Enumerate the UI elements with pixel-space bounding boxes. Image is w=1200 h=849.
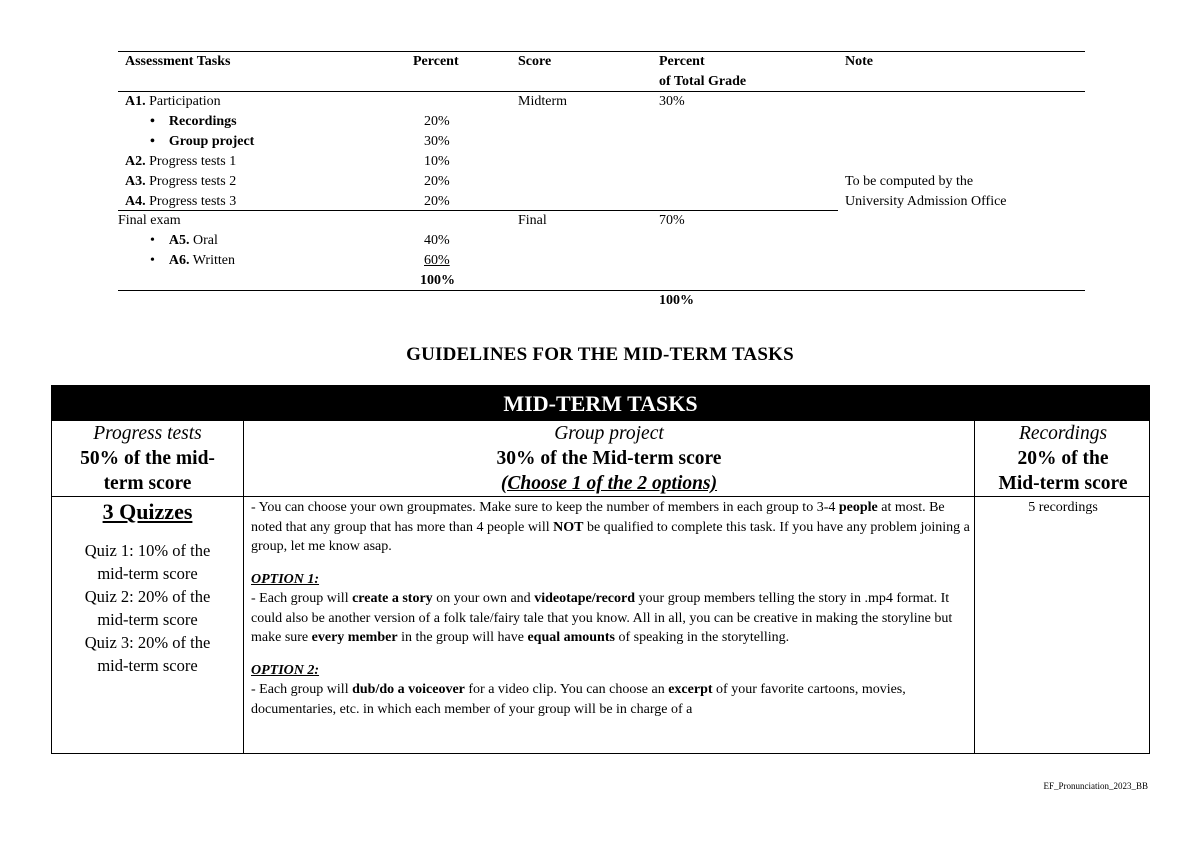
- a4-pct: 20%: [424, 194, 450, 209]
- a5-code: A5.: [168, 233, 190, 248]
- recordings-cell: 5 recordings: [1028, 500, 1098, 515]
- option-1-text: - Each group will: [251, 591, 353, 606]
- col-recordings-weight-2: Mid-term score: [998, 473, 1128, 494]
- col-progress-tests-weight-2: term score: [103, 473, 192, 494]
- recordings-pct: 20%: [424, 114, 450, 129]
- option-2-bold: dub/do a voiceover: [352, 682, 465, 697]
- option-2-text: of your favorite cartoons, movies, documentaries, etc. in which each member of your group will be in charge of a: [251, 682, 906, 717]
- option-1-label: OPTION 1:: [251, 571, 320, 587]
- quiz-2: Quiz 2: 20% of the: [84, 587, 211, 606]
- row-a2: [125, 152, 236, 172]
- header-assessment-tasks: Assessment Tasks: [125, 54, 231, 69]
- a3-pct: 20%: [424, 174, 450, 189]
- option-1-paragraph: [251, 589, 971, 648]
- quiz-3: Quiz 3: 20% of the: [84, 633, 211, 652]
- intro-text: - You can choose your own groupmates. Make sure to keep the number of members in each group to 3-4: [251, 500, 839, 515]
- option-2-text: - Each group will: [251, 682, 353, 697]
- row-group-project: [150, 132, 254, 152]
- intro-bold: people: [838, 500, 878, 515]
- option-1-bold: equal amounts: [527, 630, 615, 645]
- intro-bold: NOT: [553, 519, 584, 535]
- row-a1: [125, 92, 221, 112]
- row-a3: [125, 172, 236, 192]
- row-a6: [150, 251, 235, 271]
- a4-label: Progress tests 3: [145, 194, 237, 209]
- midterm-tasks-table: [51, 385, 1150, 754]
- option-1-bold: videotape/record: [534, 591, 636, 606]
- header-percent: Percent: [413, 54, 459, 69]
- bullet-icon: •: [150, 134, 155, 149]
- col-group-project-instruction: (Choose 1 of the 2 options): [500, 473, 718, 494]
- bullet-icon: •: [150, 253, 155, 268]
- percent-sum: 100%: [420, 273, 455, 288]
- a1-total: 30%: [659, 94, 685, 109]
- a2-pct: 10%: [424, 154, 450, 169]
- a4-code: A4.: [125, 194, 146, 209]
- option-1-bold: every member: [311, 630, 398, 645]
- col-progress-tests-title: Progress tests: [93, 423, 202, 444]
- a3-label: Progress tests 2: [145, 174, 237, 189]
- option-1-text: on your own and: [432, 591, 535, 606]
- col-group-project-weight: 30% of the Mid-term score: [496, 448, 722, 469]
- row-a4: [125, 192, 236, 212]
- header-bottom-rule: [118, 91, 1085, 92]
- a2-code: A2.: [125, 154, 146, 169]
- final-exam-label: Final exam: [118, 213, 181, 228]
- header-percent-total-line2: of Total Grade: [659, 74, 747, 89]
- option-1-text: in the group will have: [397, 630, 528, 645]
- final-total: 70%: [659, 213, 685, 228]
- group-project-body: [251, 498, 971, 719]
- a6-label: Written: [189, 253, 235, 268]
- table-top-rule: [118, 51, 1085, 52]
- midterm-tasks-header: MID-TERM TASKS: [52, 386, 1149, 421]
- document-footer: EF_Pronunciation_2023_BB: [1043, 781, 1148, 791]
- table-bottom-rule: [118, 290, 1085, 291]
- a6-code: A6.: [168, 253, 190, 268]
- intro-text: be qualified to complete this task. If you have any problem joining a group, let me know asap.: [251, 519, 970, 554]
- option-1-text: of speaking in the storytelling.: [614, 630, 790, 645]
- a1-code: A1.: [125, 94, 146, 109]
- intro-paragraph: [251, 498, 971, 557]
- option-2-label: OPTION 2:: [251, 662, 320, 678]
- total-grade-sum: 100%: [659, 293, 694, 308]
- bullet-icon: •: [150, 233, 155, 248]
- a6-pct: 60%: [424, 253, 450, 268]
- col-recordings-weight: 20% of the: [1017, 448, 1109, 469]
- note-line-2: University Admission Office: [845, 194, 1007, 209]
- header-note: Note: [845, 54, 873, 69]
- quiz-2-desc: mid-term score: [97, 610, 198, 629]
- row-a5: [150, 231, 218, 251]
- a3-code: A3.: [125, 174, 146, 189]
- group-project-pct: 30%: [424, 134, 450, 149]
- a5-pct: 40%: [424, 233, 450, 248]
- option-1-bold: create a story: [352, 591, 433, 606]
- quiz-3-desc: mid-term score: [97, 656, 198, 675]
- quizzes-cell: [52, 497, 243, 677]
- intro-text: at most. Be noted that any group that has more than 4 people will: [251, 500, 945, 535]
- col-progress-tests-weight: 50% of the mid-: [80, 448, 215, 469]
- header-percent-total: Percent: [659, 54, 705, 69]
- option-2-text: for a video clip. You can choose an: [464, 682, 669, 697]
- col-recordings-title: Recordings: [1018, 423, 1108, 444]
- a2-label: Progress tests 1: [145, 154, 237, 169]
- a1-score: Midterm: [518, 94, 567, 109]
- quizzes-title: 3 Quizzes: [102, 499, 193, 524]
- group-project-label: Group project: [168, 134, 255, 149]
- option-2-bold: excerpt: [668, 682, 713, 697]
- row-recordings: [150, 112, 237, 132]
- final-score: Final: [518, 213, 547, 228]
- recordings-label: Recordings: [168, 114, 237, 129]
- section-divider: [118, 210, 838, 211]
- quiz-1-desc: mid-term score: [97, 564, 198, 583]
- a5-label: Oral: [189, 233, 218, 248]
- a1-label: Participation: [145, 94, 221, 109]
- option-2-paragraph: [251, 680, 971, 719]
- bullet-icon: •: [150, 114, 155, 129]
- option-1-text: your group members telling the story in .mp4 format. It could also be another version of a folk tale/fairy tale that you know. All in all, you can be creative in making the storyline but make sure: [251, 591, 953, 645]
- header-score: Score: [518, 54, 552, 69]
- guidelines-title: GUIDELINES FOR THE MID-TERM TASKS: [406, 344, 794, 365]
- col-group-project-title: Group project: [554, 423, 664, 444]
- quiz-1: Quiz 1: 10% of the: [84, 541, 211, 560]
- note-line-1: To be computed by the: [845, 174, 974, 189]
